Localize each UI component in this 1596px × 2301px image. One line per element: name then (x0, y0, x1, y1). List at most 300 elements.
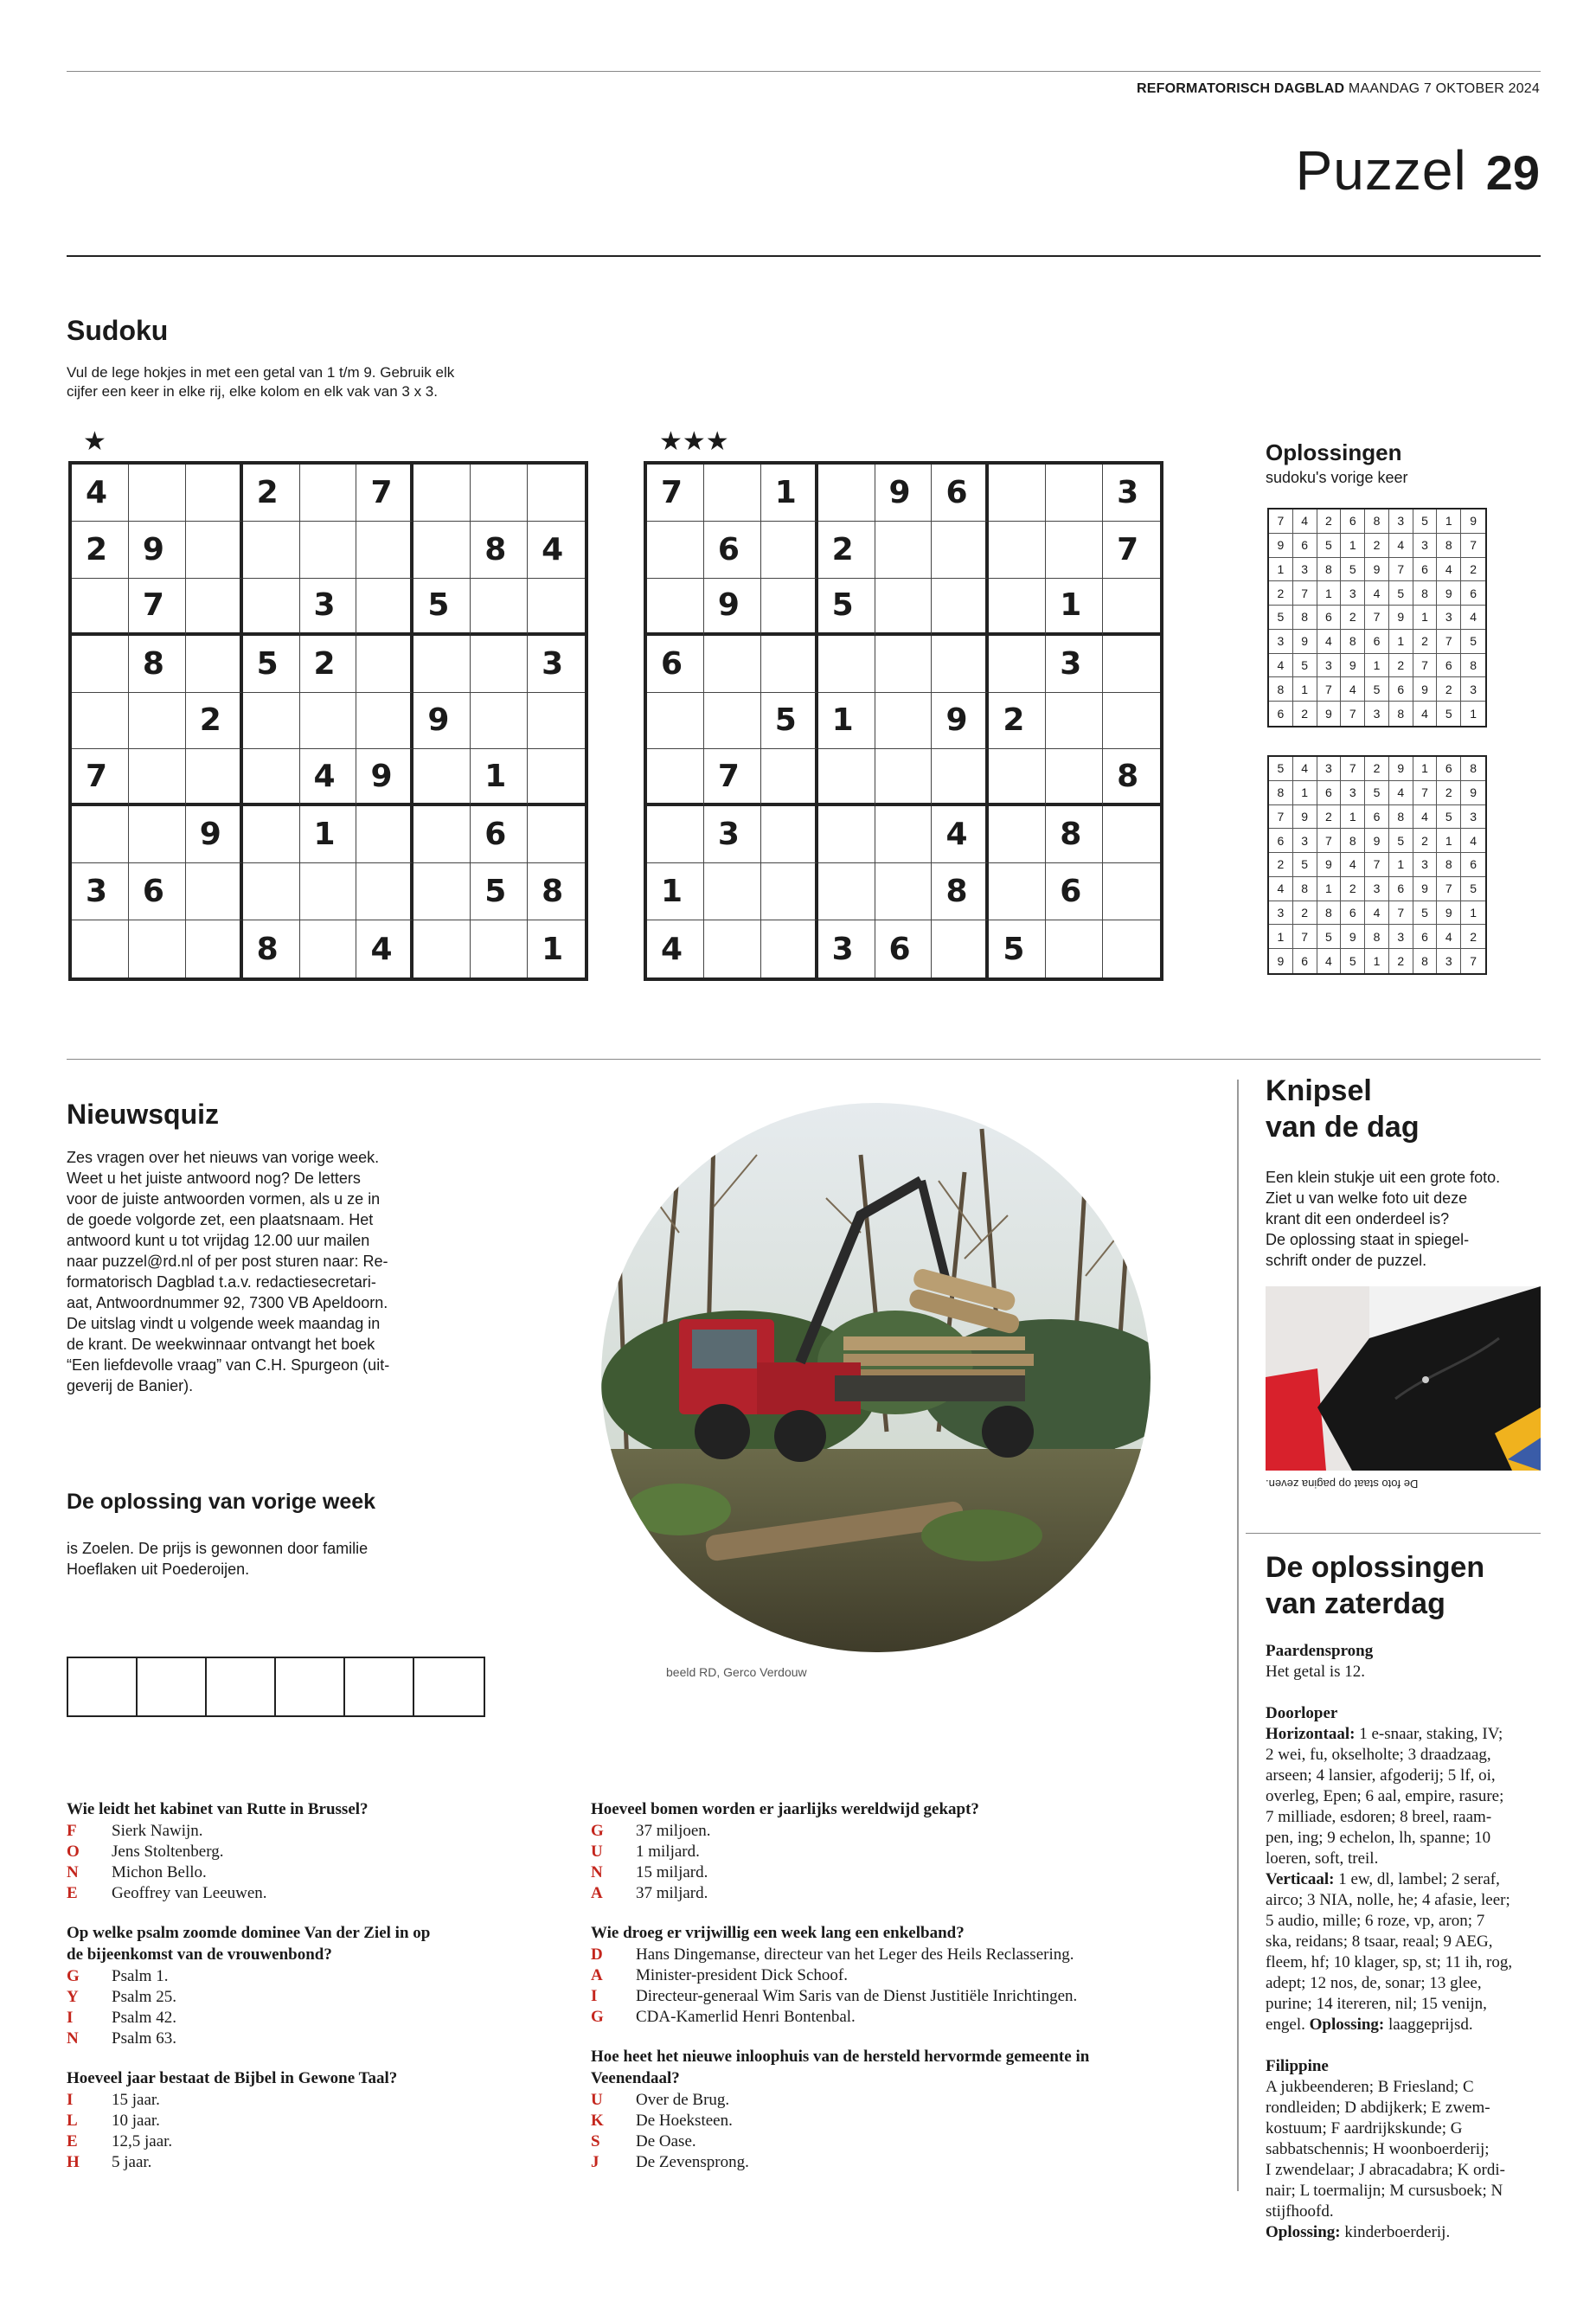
option-letter: A (591, 1966, 603, 1984)
doorloper-clues: airco; 3 NIA, nolle, he; 4 afasie, leer; (1266, 1891, 1510, 1909)
doorloper-clues: 5 audio, mille; 6 roze, vp, aron; 7 (1266, 1912, 1485, 1930)
answer-box[interactable] (414, 1658, 484, 1715)
sudoku-cell[interactable] (875, 522, 933, 579)
sudoku-cell[interactable] (72, 806, 129, 863)
sudoku-cell[interactable] (818, 636, 875, 693)
sudoku-cell[interactable]: 3 (300, 579, 357, 636)
sudoku-cell[interactable] (300, 465, 357, 522)
sudoku-cell[interactable] (761, 522, 818, 579)
solution-cell: 6 (1437, 757, 1461, 781)
solution-cell: 3 (1461, 677, 1485, 702)
option-text: Geoffrey van Leeuwen. (112, 1884, 267, 1902)
section-rule (67, 1059, 1541, 1060)
solution-cell: 5 (1461, 630, 1485, 654)
sudoku-cell[interactable] (413, 806, 471, 863)
sudoku-cell[interactable] (1103, 579, 1160, 636)
option-text: Hans Dingemanse, directeur van het Leger des Heils Reclassering. (636, 1945, 1074, 1964)
sudoku-cell[interactable] (471, 693, 528, 750)
sudoku-cell[interactable] (761, 920, 818, 977)
sudoku-cell[interactable] (72, 693, 129, 750)
sudoku-cell[interactable] (1046, 465, 1103, 522)
sudoku-cell[interactable]: 8 (528, 863, 585, 920)
sudoku-cell[interactable] (413, 920, 471, 977)
sudoku-cell[interactable]: 7 (704, 749, 761, 806)
answer-option[interactable] (67, 2008, 551, 2029)
solution-cell: 1 (1365, 949, 1389, 973)
answer-option[interactable] (67, 2152, 551, 2173)
sudoku-cell[interactable] (818, 806, 875, 863)
solution-cell: 4 (1269, 877, 1293, 901)
doorloper-clues: 2 wei, fu, okselholte; 3 draadzaag, (1266, 1746, 1491, 1764)
sudoku-cell[interactable]: 5 (761, 693, 818, 750)
solution-cell: 2 (1413, 829, 1438, 853)
sudoku-cell[interactable] (528, 749, 585, 806)
sudoku-cell[interactable] (413, 863, 471, 920)
sudoku-cell[interactable] (471, 920, 528, 977)
sudoku-grid-hard[interactable] (644, 461, 1163, 981)
sudoku-cell[interactable] (932, 522, 989, 579)
sudoku-intro-line: cijfer een keer in elke rij, elke kolom en elk vak van 3 x 3. (67, 383, 438, 400)
doorloper-text (1266, 1724, 1547, 2035)
doorloper-line (1266, 1973, 1547, 1994)
sudoku-cell[interactable]: 2 (243, 465, 300, 522)
sudoku-cell[interactable]: 7 (129, 579, 186, 636)
sudoku-cell[interactable] (932, 636, 989, 693)
solution-cell: 4 (1365, 581, 1389, 606)
filippine-line: A jukbeenderen; B Friesland; C (1266, 2078, 1474, 2096)
sudoku-cell[interactable] (356, 579, 413, 636)
solution-cell: 7 (1365, 853, 1389, 877)
sudoku-cell[interactable]: 8 (129, 636, 186, 693)
answer-option[interactable] (591, 1842, 1196, 1862)
solution-cell: 2 (1461, 925, 1485, 949)
sudoku-cell[interactable]: 4 (72, 465, 129, 522)
answer-option[interactable] (591, 1862, 1196, 1883)
solution-cell: 5 (1269, 757, 1293, 781)
knipsel-title (1266, 1073, 1420, 1145)
answer-option[interactable] (591, 2090, 1196, 2111)
sudoku-cell[interactable]: 1 (1046, 579, 1103, 636)
solution-cell: 1 (1470, 707, 1477, 721)
sudoku-cell[interactable]: 4 (528, 522, 585, 579)
filippine-line: kostuum; F aardrijkskunde; G (1266, 2119, 1463, 2138)
sudoku-cell[interactable] (875, 636, 933, 693)
doorloper-clues: adept; 12 nos, de, sonar; 13 glee, (1266, 1974, 1482, 1992)
sudoku-cell[interactable] (704, 693, 761, 750)
sudoku-cell[interactable] (243, 693, 300, 750)
sudoku-cell[interactable] (761, 749, 818, 806)
solution-cell: 2 (1365, 534, 1389, 558)
sudoku-cell[interactable] (243, 806, 300, 863)
answer-option[interactable] (591, 2111, 1196, 2131)
sudoku-cell[interactable] (413, 465, 471, 522)
sudoku-cell[interactable]: 7 (647, 465, 704, 522)
solution-cell: 9 (1413, 677, 1438, 702)
sudoku-cell[interactable]: 7 (1103, 522, 1160, 579)
knipsel-line: Een klein stukje uit een grote foto. (1266, 1169, 1501, 1186)
previous-solution-line: Hoeflaken uit Poederoijen. (67, 1561, 250, 1578)
solution-cell: 4 (1437, 558, 1461, 582)
filippine-text (1266, 2077, 1547, 2222)
solution-cell: 1 (1341, 805, 1365, 830)
solution-grid-1 (1267, 508, 1487, 727)
knipsel-line: schrift onder de puzzel. (1266, 1252, 1427, 1269)
sudoku-cell[interactable]: 9 (413, 693, 471, 750)
sudoku-cell[interactable] (761, 579, 818, 636)
intro-line: antwoord kunt u tot vrijdag 12.00 uur mailen (67, 1232, 370, 1249)
sudoku-cell[interactable] (186, 863, 243, 920)
answer-option[interactable] (67, 1987, 551, 2008)
sudoku-cell[interactable] (989, 863, 1046, 920)
sudoku-cell[interactable] (243, 749, 300, 806)
solution-cell: 1 (1389, 853, 1413, 877)
sudoku-cell[interactable] (186, 465, 243, 522)
sudoku-cell[interactable]: 3 (72, 863, 129, 920)
solution-cell: 9 (1437, 901, 1461, 926)
sudoku-cell[interactable]: 9 (704, 579, 761, 636)
sudoku-cell[interactable] (647, 806, 704, 863)
knipsel-title-line: van de dag (1266, 1111, 1420, 1144)
answer-option[interactable] (67, 2029, 551, 2049)
sudoku-cell[interactable] (356, 522, 413, 579)
solution-grid-2 (1267, 755, 1487, 975)
answer-option[interactable] (67, 1862, 551, 1883)
sudoku-cell[interactable] (300, 522, 357, 579)
sudoku-cell[interactable] (356, 693, 413, 750)
solution-cell: 3 (1437, 949, 1461, 973)
sudoku-cell[interactable]: 3 (704, 806, 761, 863)
sudoku-cell[interactable] (875, 579, 933, 636)
sudoku-cell[interactable]: 8 (471, 522, 528, 579)
solution-cell: 1 (1269, 925, 1293, 949)
doorloper-line (1266, 1890, 1547, 1911)
sudoku-cell[interactable] (818, 863, 875, 920)
sudoku-cell[interactable] (186, 920, 243, 977)
sudoku-cell[interactable] (818, 749, 875, 806)
solution-cell: 7 (1269, 805, 1293, 830)
knipsel-text (1266, 1167, 1542, 1271)
solution-cell: 6 (1293, 949, 1317, 973)
option-text: Jens Stoltenberg. (112, 1843, 224, 1861)
answer-option[interactable] (67, 1842, 551, 1862)
sudoku-cell[interactable] (1046, 749, 1103, 806)
page-number: 29 (1485, 145, 1540, 200)
sudoku-cell[interactable]: 8 (932, 863, 989, 920)
sudoku-cell[interactable]: 3 (1046, 636, 1103, 693)
sudoku-cell[interactable] (129, 693, 186, 750)
solution-cell: 9 (1461, 510, 1485, 534)
sudoku-cell[interactable]: 3 (818, 920, 875, 977)
sudoku-cell[interactable] (72, 579, 129, 636)
solution-cell: 5 (1365, 781, 1389, 805)
sudoku-cell[interactable] (818, 465, 875, 522)
filippine-line: stijfhoofd. (1266, 2202, 1334, 2221)
answer-box[interactable] (207, 1658, 276, 1715)
answer-option[interactable] (591, 1945, 1196, 1965)
answer-option[interactable] (67, 2131, 551, 2152)
sudoku-cell[interactable]: 1 (471, 749, 528, 806)
answer-boxes[interactable] (67, 1657, 485, 1717)
sudoku-cell[interactable]: 2 (989, 693, 1046, 750)
sudoku-cell[interactable]: 8 (1046, 806, 1103, 863)
sudoku-cell[interactable] (186, 522, 243, 579)
solution-cell: 5 (1293, 654, 1317, 678)
sudoku-cell[interactable] (528, 693, 585, 750)
sudoku-cell[interactable] (1103, 863, 1160, 920)
sudoku-cell[interactable]: 8 (1103, 749, 1160, 806)
sudoku-cell[interactable]: 1 (818, 693, 875, 750)
sudoku-cell[interactable] (129, 749, 186, 806)
sudoku-cell[interactable] (129, 920, 186, 977)
sudoku-cell[interactable] (932, 749, 989, 806)
sudoku-title: Sudoku (67, 315, 169, 346)
sudoku-cell[interactable] (356, 636, 413, 693)
answer-option[interactable] (67, 2111, 551, 2131)
sudoku-cell[interactable]: 2 (186, 693, 243, 750)
sudoku-cell[interactable] (1103, 693, 1160, 750)
sudoku-cell[interactable]: 6 (471, 806, 528, 863)
sudoku-cell[interactable]: 4 (932, 806, 989, 863)
sudoku-cell[interactable] (243, 579, 300, 636)
difficulty-easy: ★ (83, 427, 106, 456)
sudoku-cell[interactable] (1046, 920, 1103, 977)
sudoku-cell[interactable] (875, 693, 933, 750)
solution-cell: 8 (1269, 677, 1293, 702)
sudoku-cell[interactable]: 4 (356, 920, 413, 977)
sudoku-cell[interactable] (300, 920, 357, 977)
solution-cell: 9 (1413, 877, 1438, 901)
sudoku-cell[interactable]: 5 (413, 579, 471, 636)
intro-line: formatorisch Dagblad t.a.v. redactiesecretari- (67, 1273, 376, 1291)
solution-cell: 4 (1341, 677, 1365, 702)
sudoku-cell[interactable] (129, 465, 186, 522)
sudoku-cell[interactable] (356, 863, 413, 920)
sudoku-cell[interactable]: 1 (300, 806, 357, 863)
option-text: 37 miljoen. (636, 1822, 711, 1840)
doorloper-line (1266, 1994, 1547, 2015)
sudoku-cell[interactable] (704, 465, 761, 522)
sudoku-cell[interactable] (356, 806, 413, 863)
solution-cell: 2 (1293, 901, 1317, 926)
sudoku-cell[interactable] (761, 636, 818, 693)
answer-option[interactable] (591, 2131, 1196, 2152)
sudoku-cell[interactable]: 5 (989, 920, 1046, 977)
solution-cell: 4 (1437, 925, 1461, 949)
sudoku-cell[interactable] (989, 749, 1046, 806)
answer-option[interactable] (591, 1965, 1196, 1986)
sudoku-cell[interactable]: 3 (1103, 465, 1160, 522)
answer-option[interactable] (591, 2152, 1196, 2173)
sudoku-cell[interactable]: 7 (356, 465, 413, 522)
sudoku-cell[interactable] (186, 636, 243, 693)
solution-cell: 1 (1341, 534, 1365, 558)
sudoku-cell[interactable]: 1 (761, 465, 818, 522)
sudoku-cell[interactable]: 2 (300, 636, 357, 693)
answer-option[interactable] (67, 1966, 551, 1987)
option-text: De Zevensprong. (636, 2153, 749, 2171)
option-text: Psalm 42. (112, 2009, 176, 2027)
sudoku-cell[interactable]: 6 (129, 863, 186, 920)
filippine-line: rondleiden; D abdijkerk; E zwem- (1266, 2099, 1490, 2117)
sudoku-cell[interactable]: 6 (647, 636, 704, 693)
paardensprong-text: Het getal is 12. (1266, 1663, 1366, 1681)
sudoku-cell[interactable]: 3 (528, 636, 585, 693)
sudoku-cell[interactable]: 9 (186, 806, 243, 863)
quiz-column-right (591, 1799, 1196, 2192)
sudoku-cell[interactable]: 5 (243, 636, 300, 693)
solution-cell: 2 (1365, 757, 1389, 781)
sudoku-cell[interactable] (704, 920, 761, 977)
page-title (1296, 138, 1540, 202)
option-text: De Hoeksteen. (636, 2112, 733, 2130)
sudoku-cell[interactable]: 4 (647, 920, 704, 977)
sudoku-cell[interactable] (989, 522, 1046, 579)
sudoku-cell[interactable] (761, 806, 818, 863)
option-letter: N (591, 1863, 603, 1881)
sudoku-cell[interactable] (471, 465, 528, 522)
sudoku-cell[interactable]: 2 (818, 522, 875, 579)
solution-cell: 8 (1461, 654, 1485, 678)
solution-cell: 6 (1317, 781, 1342, 805)
sudoku-cell[interactable] (932, 920, 989, 977)
sudoku-cell[interactable] (186, 579, 243, 636)
sudoku-cell[interactable] (761, 863, 818, 920)
sudoku-cell[interactable]: 9 (356, 749, 413, 806)
intro-line: naar puzzel@rd.nl of per post sturen naar: Re- (67, 1253, 388, 1270)
doorloper-clues: arseen; 4 lansier, afgoderij; 5 lf, oi, (1266, 1766, 1496, 1785)
option-letter: K (591, 2112, 604, 2130)
solution-cell: 3 (1437, 606, 1461, 630)
answer-option[interactable] (67, 2090, 551, 2111)
option-text: Psalm 25. (112, 1988, 176, 2006)
sudoku-grid-easy[interactable] (68, 461, 588, 981)
sudoku-cell[interactable]: 6 (1046, 863, 1103, 920)
sudoku-cell[interactable]: 6 (875, 920, 933, 977)
sudoku-cell[interactable]: 9 (875, 465, 933, 522)
sudoku-cell[interactable]: 6 (704, 522, 761, 579)
sudoku-cell[interactable] (704, 636, 761, 693)
sudoku-cell[interactable] (1103, 636, 1160, 693)
answer-option[interactable] (591, 1883, 1196, 1904)
solution-cell: 8 (1413, 581, 1438, 606)
sudoku-cell[interactable] (528, 806, 585, 863)
sudoku-cell[interactable]: 5 (818, 579, 875, 636)
sudoku-cell[interactable] (243, 522, 300, 579)
sudoku-cell[interactable] (647, 522, 704, 579)
sudoku-cell[interactable] (989, 636, 1046, 693)
solution-cell: 7 (1413, 781, 1438, 805)
solution-cell: 8 (1461, 757, 1485, 781)
answer-option[interactable] (591, 1821, 1196, 1842)
sudoku-cell[interactable] (989, 806, 1046, 863)
answer-option[interactable] (591, 1986, 1196, 2007)
sudoku-cell[interactable] (875, 806, 933, 863)
quiz-question (591, 1923, 1196, 2028)
sudoku-cell[interactable] (413, 522, 471, 579)
sudoku-cell[interactable] (413, 636, 471, 693)
sudoku-cell[interactable] (413, 749, 471, 806)
sudoku-cell[interactable]: 1 (647, 863, 704, 920)
sudoku-cell[interactable]: 9 (932, 693, 989, 750)
sudoku-intro-line: Vul de lege hokjes in met een getal van 1 t/m 9. Gebruik elk (67, 364, 455, 381)
sudoku-cell[interactable] (528, 579, 585, 636)
answer-option[interactable] (591, 2007, 1196, 2028)
solution-cell: 7 (1293, 581, 1317, 606)
doorloper-label: Verticaal: (1266, 1870, 1335, 1888)
sudoku-cell[interactable] (528, 465, 585, 522)
sudoku-cell[interactable] (875, 863, 933, 920)
solution-cell: 3 (1365, 877, 1389, 901)
answer-box[interactable] (68, 1658, 138, 1715)
difficulty-hard: ★★★ (659, 427, 729, 456)
answer-option[interactable] (67, 1821, 551, 1842)
solution-cell: 3 (1341, 581, 1365, 606)
answer-box[interactable] (138, 1658, 207, 1715)
sudoku-cell[interactable] (647, 579, 704, 636)
masthead (1137, 81, 1540, 97)
solution-cell: 3 (1389, 510, 1413, 534)
solution-cell: 4 (1389, 534, 1413, 558)
sudoku-cell[interactable] (300, 693, 357, 750)
option-text: Sierk Nawijn. (112, 1822, 203, 1840)
intro-line: “Een liefdevolle vraag” van C.H. Spurgeon (uit- (67, 1356, 390, 1374)
sudoku-cell[interactable]: 7 (72, 749, 129, 806)
sudoku-cell[interactable] (647, 693, 704, 750)
doorloper-clues: purine; 14 itereren, nil; 15 venijn, (1266, 1995, 1487, 2013)
sudoku-cell[interactable] (1046, 693, 1103, 750)
option-letter: Y (67, 1988, 79, 2006)
sudoku-cell[interactable]: 8 (243, 920, 300, 977)
sudoku-cell[interactable]: 2 (72, 522, 129, 579)
sudoku-cell[interactable] (243, 863, 300, 920)
sudoku-cell[interactable] (932, 579, 989, 636)
sudoku-cell[interactable] (471, 636, 528, 693)
filippine-oplossing: kinderboerderij. (1340, 2223, 1451, 2241)
sudoku-cell[interactable]: 1 (542, 931, 564, 967)
sudoku-cell[interactable] (186, 749, 243, 806)
sudoku-cell[interactable] (129, 806, 186, 863)
sudoku-cell[interactable] (1103, 920, 1160, 977)
solution-cell: 9 (1269, 534, 1293, 558)
answer-option[interactable] (67, 1883, 551, 1904)
sudoku-cell[interactable] (704, 863, 761, 920)
solution-cell: 1 (1413, 757, 1438, 781)
sudoku-cell[interactable]: 5 (471, 863, 528, 920)
solution-cell: 5 (1413, 901, 1438, 926)
sudoku-cell[interactable] (72, 636, 129, 693)
option-text: 15 jaar. (112, 2091, 160, 2109)
sudoku-cell[interactable] (875, 749, 933, 806)
solution-cell: 8 (1317, 901, 1342, 926)
sudoku-cell[interactable]: 6 (932, 465, 989, 522)
solutions-subtitle: sudoku's vorige keer (1266, 469, 1408, 486)
sudoku-cell[interactable] (72, 920, 129, 977)
sudoku-cell[interactable] (1046, 522, 1103, 579)
doorloper-title: Doorloper (1266, 1704, 1338, 1722)
sudoku-cell[interactable]: 4 (300, 749, 357, 806)
option-letter: N (67, 2029, 79, 2048)
sudoku-cell[interactable] (647, 749, 704, 806)
answer-box[interactable] (276, 1658, 345, 1715)
sudoku-cell[interactable]: 9 (129, 522, 186, 579)
sudoku-cell[interactable] (989, 465, 1046, 522)
sudoku-cell[interactable] (471, 579, 528, 636)
sudoku-cell[interactable] (300, 863, 357, 920)
intro-line: aat, Antwoordnummer 92, 7300 VB Apeldoorn. (67, 1294, 388, 1311)
answer-box[interactable] (345, 1658, 414, 1715)
sudoku-cell[interactable] (1103, 806, 1160, 863)
sudoku-cell[interactable] (989, 579, 1046, 636)
